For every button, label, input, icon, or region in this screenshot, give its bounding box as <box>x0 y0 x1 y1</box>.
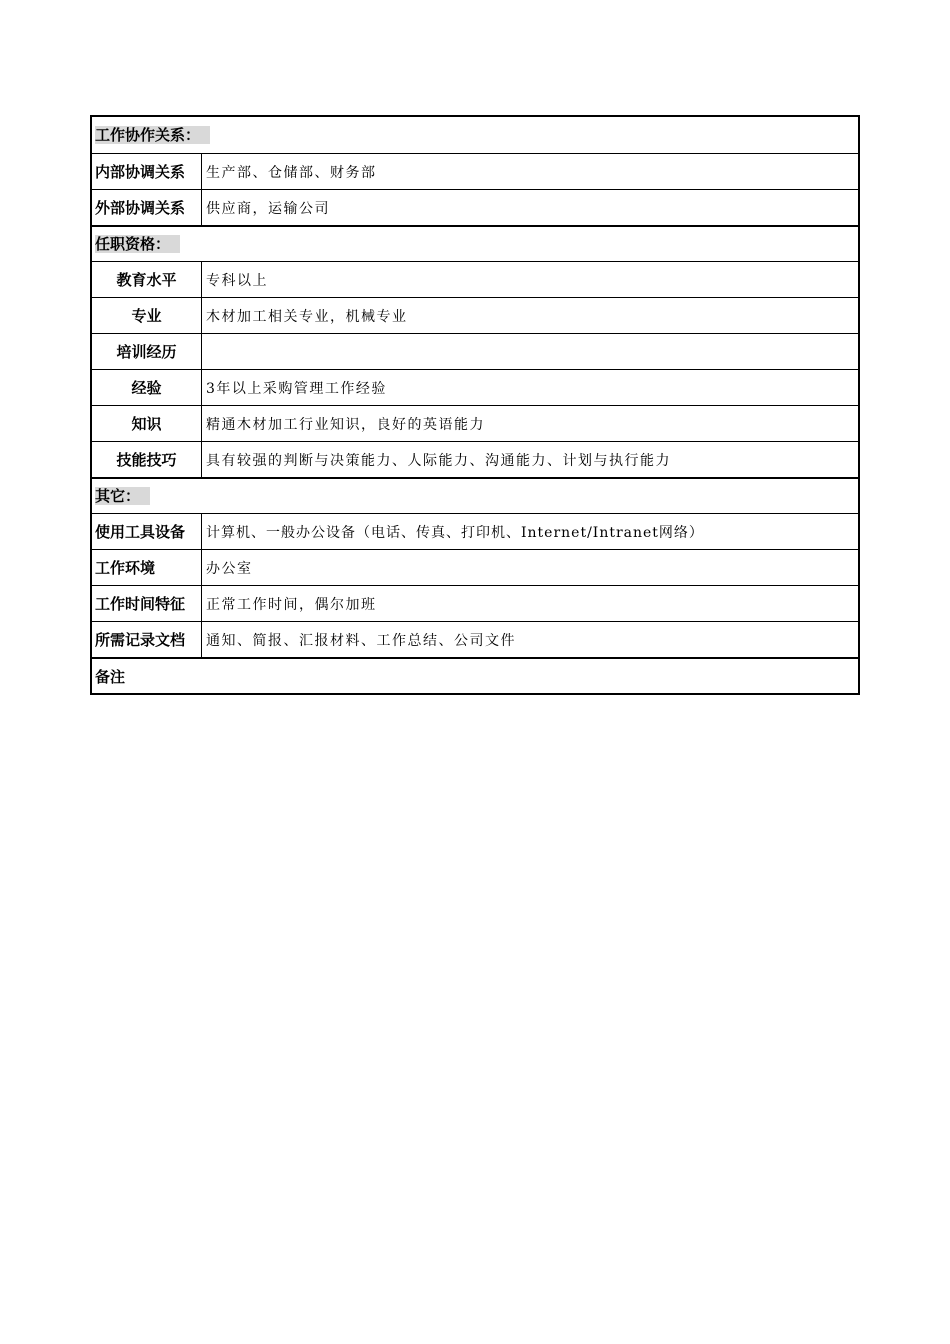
field-label: 知识 <box>92 406 202 441</box>
table-row <box>92 297 858 333</box>
field-label: 工作环境 <box>92 550 202 585</box>
field-label: 工作时间特征 <box>92 586 202 621</box>
field-value: 通知、简报、汇报材料、工作总结、公司文件 <box>206 632 516 649</box>
table-row <box>92 369 858 405</box>
table-row <box>92 441 858 477</box>
field-value: 木材加工相关专业，机械专业 <box>206 308 408 325</box>
field-label: 外部协调关系 <box>92 190 202 225</box>
section-title: 任职资格： <box>95 235 180 253</box>
field-value: 3年以上采购管理工作经验 <box>206 380 387 397</box>
section-title: 其它： <box>95 487 150 505</box>
field-value: 办公室 <box>206 560 253 577</box>
field-label: 专业 <box>92 298 202 333</box>
field-value: 生产部、仓储部、财务部 <box>206 164 377 181</box>
field-label: 使用工具设备 <box>92 514 202 549</box>
table-row <box>92 621 858 657</box>
field-value: 计算机、一般办公设备（电话、传真、打印机、Internet/Intranet网络） <box>206 524 704 541</box>
field-value: 正常工作时间，偶尔加班 <box>206 596 377 613</box>
field-label: 经验 <box>92 370 202 405</box>
table-row <box>92 333 858 369</box>
field-label: 所需记录文档 <box>92 622 202 657</box>
job-description-table <box>90 115 860 695</box>
section-header-other <box>92 477 858 513</box>
section-title: 工作协作关系： <box>95 126 210 144</box>
table-row <box>92 549 858 585</box>
table-row <box>92 585 858 621</box>
field-value: 具有较强的判断与决策能力、人际能力、沟通能力、计划与执行能力 <box>206 452 671 469</box>
table-row <box>92 261 858 297</box>
field-value: 供应商，运输公司 <box>206 200 330 217</box>
table-row <box>92 405 858 441</box>
field-value: 精通木材加工行业知识，良好的英语能力 <box>206 416 485 433</box>
section-header-coordination <box>92 117 858 153</box>
field-label: 教育水平 <box>92 262 202 297</box>
field-label: 技能技巧 <box>92 442 202 477</box>
table-row <box>92 153 858 189</box>
field-label: 培训经历 <box>92 334 202 369</box>
section-header-remarks <box>92 657 858 693</box>
field-label: 内部协调关系 <box>92 154 202 189</box>
field-value: 专科以上 <box>206 272 268 289</box>
table-row <box>92 513 858 549</box>
field-value <box>202 334 858 369</box>
table-row <box>92 189 858 225</box>
remarks-label: 备注 <box>95 667 126 686</box>
section-header-qualifications <box>92 225 858 261</box>
